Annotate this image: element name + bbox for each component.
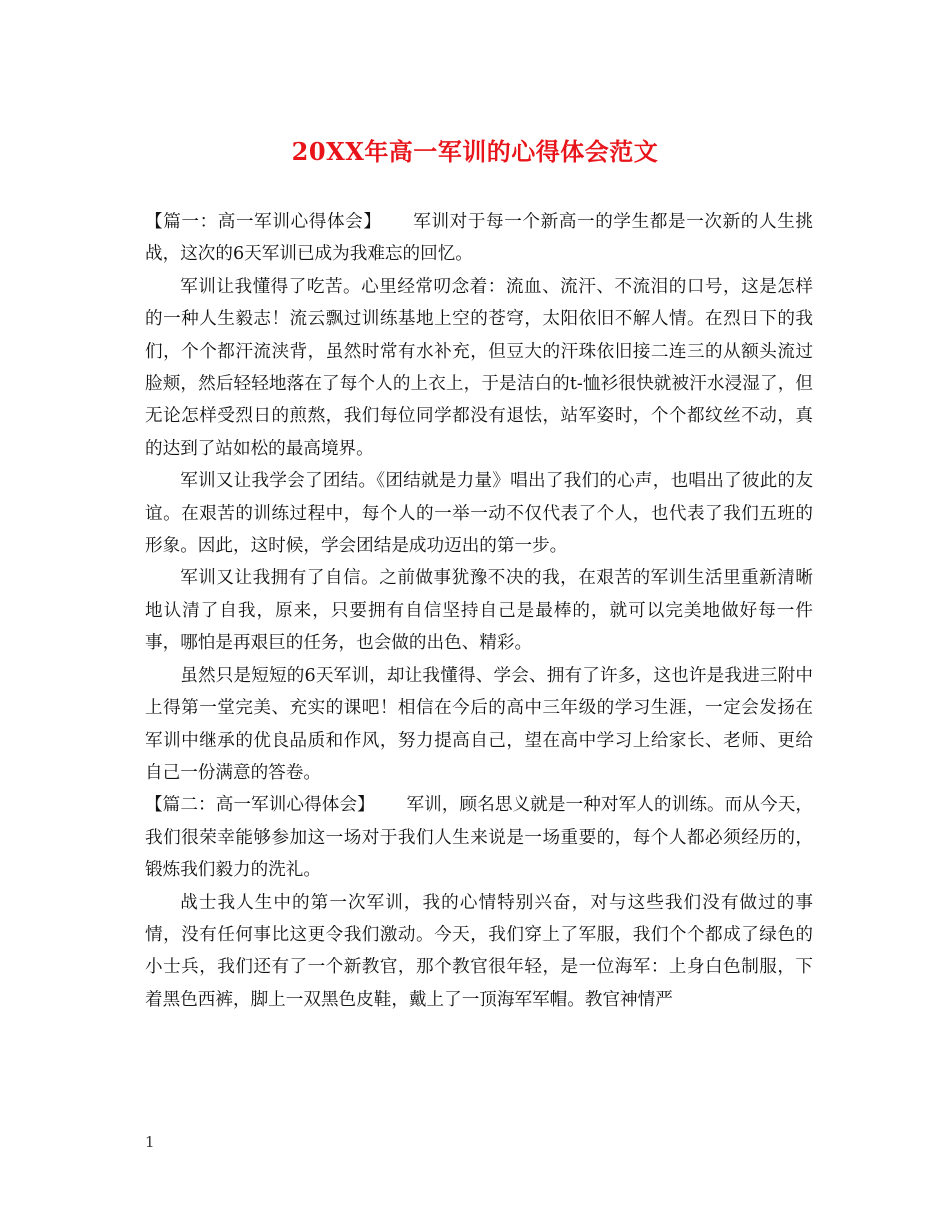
paragraph: 军训又让我学会了团结。《团结就是力量》唱出了我们的心声，也唱出了彼此的友谊。在艰苦的训练过程中，每个人的一举一动不仅代表了个人，也代表了我们五班的形象。因此，这时候，学会团结是成功迈出的第一步。 — [145, 471, 813, 557]
paragraph: 军训又让我拥有了自信。之前做事犹豫不决的我，在艰苦的军训生活里重新清晰地认清了自我，原来，只要拥有自信坚持自己是最棒的，就可以完美地做好每一件事，哪怕是再艰巨的任务，也会做的出色、精彩。 — [145, 568, 813, 654]
section1-intro-text: 军训对于每一个新高一的学生都是一次新的人生挑战，这次的6天军训已成为我难忘的回忆。 — [145, 212, 813, 265]
section1-heading: 【篇一：高一军训心得体会】 — [145, 212, 382, 232]
document-title: 20XX年高一军训的心得体会范文 — [291, 137, 659, 166]
paragraph: 虽然只是短短的6天军训，却让我懂得、学会、拥有了许多，这也许是我进三附中上得第一堂完美、充实的课吧！相信在今后的高中三年级的学习生涯，一定会发扬在军训中继承的优良品质和作风，努力提高自己，望在高中学习上给家长、老师、更给自己一份满意的答卷。 — [145, 665, 813, 783]
paragraph: 军训让我懂得了吃苦。心里经常叨念着：流血、流汗、不流泪的口号，这是怎样的一种人生毅志！流云飘过训练基地上空的苍穹，太阳依旧不解人情。在烈日下的我们，个个都汗流浃背，虽然时常有水补充，但豆大的汗珠依旧接二连三的从额头流过脸颊，然后轻轻地落在了每个人的上衣上，于是洁白的t-恤衫很快就被汗水浸湿了，但无论怎样受烈日的煎熬，我们每位同学都没有退怯，站军姿时，个个都纹丝不动，真的达到了站如松的最高境界。 — [145, 276, 813, 459]
section2-intro-text: 军训，顾名思义就是一种对军人的训练。而从今天，我们很荣幸能够参加这一场对于我们人生来说是一场重要的，每个人都必须经历的，锻炼我们毅力的洗礼。 — [145, 795, 813, 881]
document-body — [145, 206, 813, 1016]
section1-intro-paragraph — [145, 206, 813, 271]
section2-heading: 【篇二：高一军训心得体会】 — [145, 795, 375, 816]
section2-intro-paragraph — [145, 789, 813, 886]
page-number: 1 — [145, 1133, 155, 1151]
paragraph: 战士我人生中的第一次军训，我的心情特别兴奋，对与这些我们没有做过的事情，没有任何事比这更令我们激动。今天，我们穿上了军服，我们个个都成了绿色的小士兵，我们还有了一个新教官，那个教官很年轻，是一位海军：上身白色制服，下着黑色西裤，脚上一双黑色皮鞋，戴上了一顶海军军帽。教官神情严 — [145, 892, 813, 1010]
